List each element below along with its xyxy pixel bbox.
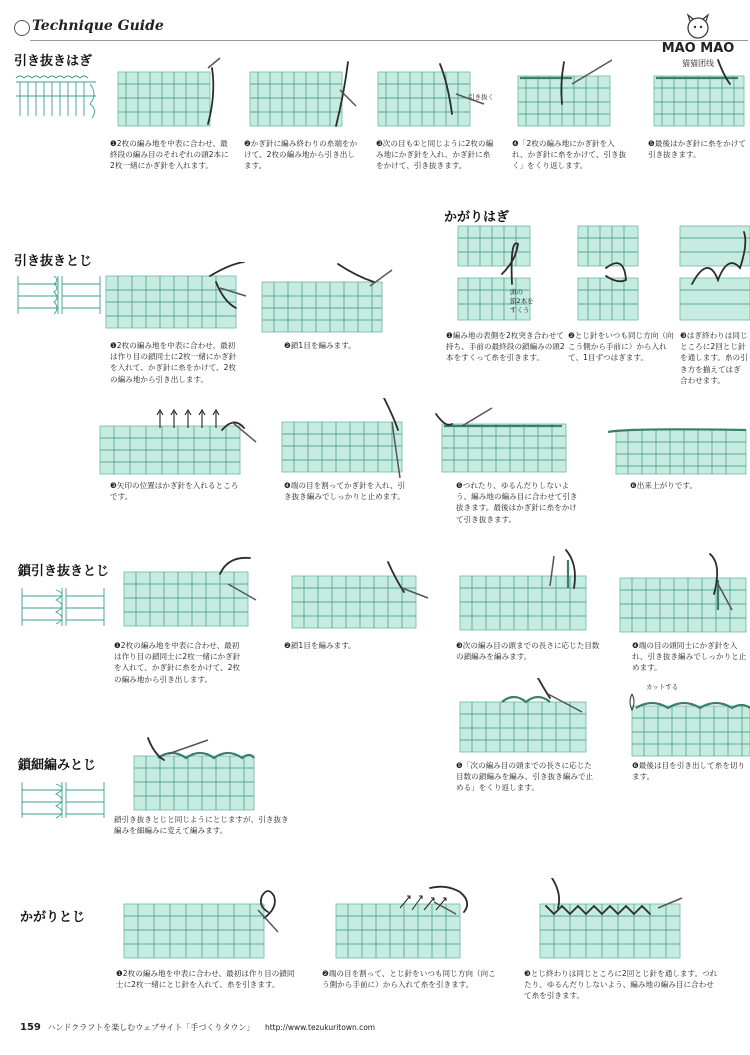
caption-kusari-4: ❹端の目の頭同士にかぎ針を入れ、引き抜き編みでしっかりと止めます。 — [632, 641, 747, 673]
caption-kagari-toji-3: ❸とじ終わりは同じところに2回とじ針を通します。つれたり、ゆるんだりしないよう、編み地の編み目に合わせて糸を引きます。 — [524, 969, 718, 1001]
symbol-chart-kusari-hikinuki-toji — [18, 584, 106, 630]
label-hikinuku: 引き抜く — [468, 93, 494, 101]
section-title-hikinuki-toji: 引き抜きとじ — [14, 254, 93, 269]
label-cut: カットする — [646, 683, 679, 691]
caption-toji-5: ❺つれたり、ゆるんだりしないよう、編み地の編み目に合わせて引き抜きます。最後はかぎ針に糸をかけて引き抜きます。 — [456, 481, 578, 524]
caption-kagari-toji-1: ❶2枚の編み地を中表に合わせ、最初は作り目の鎖同士に2枚一緒にとじ針を入れて、糸を引きます。 — [116, 969, 295, 990]
label-atama-2: 頭の 鎖2本を すくう — [510, 288, 534, 314]
illustration-komaami-toji — [128, 734, 268, 812]
caption-hagi-2: ❷かぎ針に編み終わりの糸端をかけて、2枚の編み地から引き出します。 — [244, 139, 358, 171]
illustration-kagari-hagi-2 — [576, 224, 652, 324]
header-needle-icon — [14, 20, 30, 36]
logo-brand-text: MAO MAO — [661, 41, 735, 56]
logo-sub-text: 猫猫团线 — [682, 59, 714, 68]
caption-hagi-4: ❹「2枚の編み地にかぎ針を入れ、かぎ針に糸をかけて、引き抜く」をくり返します。 — [512, 139, 627, 171]
illustration-kusari-step-3 — [454, 548, 594, 632]
page-number: 159 — [20, 1022, 41, 1033]
illustration-hagi-step-5 — [648, 54, 748, 134]
section-title-hikinuki-hagi: 引き抜きはぎ — [14, 54, 93, 69]
illustration-toji-step-6 — [608, 418, 750, 478]
illustration-kusari-step-1 — [110, 556, 260, 630]
illustration-kagari-toji-2 — [330, 882, 480, 962]
illustration-kusari-step-6 — [622, 688, 750, 758]
caption-kusari-2: ❷鎖1目を編みます。 — [284, 641, 356, 650]
section-title-kagari-toji: かがりとじ — [20, 910, 86, 925]
caption-hagi-1: ❶2枚の編み地を中表に合わせ、最終段の編み目のそれぞれの頭2本に2枚一緒にかぎ針を入れます。 — [110, 139, 229, 171]
caption-kusari-5: ❺「次の編み目の頭までの長さに応じた目数の鎖編みを編み、引き抜き編みで止める」をくり返します。 — [456, 761, 594, 793]
symbol-chart-hikinuki-hagi — [14, 74, 98, 120]
section-title-kusari-komaami-toji: 鎖細編みとじ — [18, 758, 97, 773]
illustration-hagi-step-1 — [112, 54, 222, 134]
symbol-chart-kusari-komaami-toji — [18, 778, 106, 822]
section-title-kusari-hikinuki-toji: 鎖引き抜きとじ — [18, 564, 110, 579]
caption-kusari-6: ❻最後は目を引き出して糸を切ります。 — [632, 761, 746, 782]
caption-kagari-hagi-1: ❶編み地の表側を2枚突き合わせて持ち、手前の最終段の鎖編みの頭2本をすくって糸を引きます。 — [446, 331, 565, 363]
illustration-kagari-toji-1 — [118, 882, 288, 962]
caption-kusari-3: ❸次の編み目の頭までの長さに応じた目数の鎖編みを編みます。 — [456, 641, 600, 662]
illustration-toji-step-5 — [432, 404, 582, 476]
caption-kusari-1: ❶2枚の編み地を中表に合わせ、最初は作り目の鎖同士に2枚一緒にかぎ針を入れて、かぎ針に糸をかけて、2枚の編み地から引き出します。 — [114, 641, 241, 684]
illustration-kagari-toji-3 — [532, 878, 692, 962]
caption-toji-2: ❷鎖1目を編みます。 — [284, 341, 356, 350]
caption-toji-3: ❸矢印の位置はかぎ針を入れるところです。 — [110, 481, 239, 502]
page-footer — [20, 1022, 375, 1033]
footer-site-text: ハンドクラフトを楽しむウェブサイト「手づくりタウン」 — [47, 1023, 255, 1032]
illustration-kusari-step-4 — [614, 550, 750, 634]
illustration-kagari-hagi-3 — [678, 224, 750, 324]
caption-toji-1: ❶2枚の編み地を中表に合わせ、最初は作り目の鎖同士に2枚一緒にかぎ針を入れて、かぎ針に糸をかけて、2枚の編み地から引き出します。 — [110, 341, 237, 384]
illustration-toji-step-1 — [100, 262, 250, 334]
symbol-chart-hikinuki-toji — [14, 272, 102, 318]
illustration-toji-step-2 — [256, 262, 396, 334]
illustration-hagi-step-2 — [244, 54, 360, 134]
caption-toji-6: ❻出来上がりです。 — [630, 481, 697, 490]
caption-komaami-toji: 鎖引き抜きとじと同じようにとじますが、引き抜き編みを細編みに変えて編みます。 — [114, 815, 289, 836]
caption-kagari-hagi-3: ❸はぎ終わりは同じところに2回とじ針を通します。糸の引き方を揃えてはぎ合わせます。 — [680, 331, 748, 385]
caption-toji-4: ❹端の目を割ってかぎ針を入れ、引き抜き編みでしっかりと止めます。 — [284, 481, 406, 502]
caption-kagari-hagi-2: ❷とじ針をいつも同じ方向（向こう側から手前に）から入れて、1目ずつはぎます。 — [568, 331, 674, 363]
header-rule — [30, 40, 748, 41]
illustration-kusari-step-5 — [454, 678, 604, 754]
illustration-kusari-step-2 — [284, 560, 434, 632]
page-title: Technique Guide — [32, 18, 164, 34]
section-title-kagari-hagi: かがりはぎ — [444, 210, 510, 225]
caption-hagi-5: ❺最後はかぎ針に糸をかけて引き抜きます。 — [648, 139, 746, 160]
footer-url-link[interactable]: http://www.tezukuritown.com — [264, 1023, 376, 1032]
illustration-toji-step-3 — [94, 406, 264, 478]
caption-kagari-toji-2: ❷端の目を割って、とじ針をいつも同じ方向（向こう側から手前に）から入れて糸を引きます。 — [322, 969, 496, 990]
illustration-toji-step-4 — [276, 398, 416, 478]
caption-hagi-3: ❸次の目も①と同じように2枚の編み地にかぎ針を入れ、かぎ針に糸をかけて、引き抜きます。 — [376, 139, 494, 171]
illustration-hagi-step-4 — [512, 54, 624, 134]
